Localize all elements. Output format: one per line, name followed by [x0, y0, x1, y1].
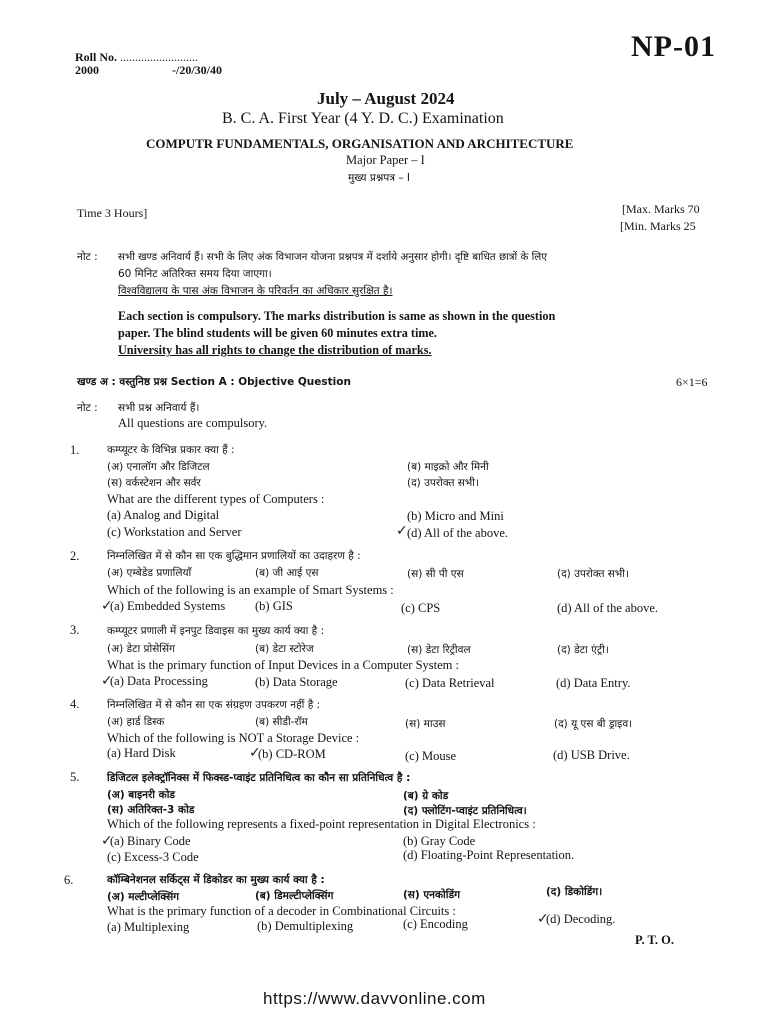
option-en: (d) Decoding. — [546, 912, 616, 926]
pen-tick-mark: ✓ — [101, 673, 113, 689]
option-en: (c) CPS — [401, 601, 441, 615]
question-number: 6. — [64, 873, 74, 887]
time-label: Time 3 Hours] — [77, 206, 148, 220]
question-text-hi: निम्नलिखित में से कौन सा एक बुद्धिमान प्रणालियों का उदाहरण है : — [107, 550, 361, 562]
option-hi: (द) डेटा एंट्री। — [557, 644, 609, 656]
section-note-hi: सभी प्रश्न अनिवार्य हैं। — [118, 402, 200, 414]
note-en-line1: Each section is compulsory. The marks distribution is same as shown in the question — [118, 309, 556, 323]
option-hi: (अ) एम्बेडेड प्रणालियाँ — [107, 567, 192, 579]
option-hi: (स) सी पी एस — [407, 568, 464, 580]
option-en: (b) Micro and Mini — [407, 509, 504, 523]
section-a-heading: खण्ड अ : वस्तुनिष्ठ प्रश्न Section A : Objective Question — [77, 376, 351, 388]
option-en: (a) Data Processing — [110, 674, 208, 688]
max-marks: [Max. Marks 70 — [622, 202, 700, 216]
question-text-hi: कॉम्बिनेशनल सर्किट्स में डिकोडर का मुख्य कार्य क्या है : — [107, 874, 325, 886]
option-en: (b) Gray Code — [403, 834, 476, 848]
exam-session: July – August 2024 — [317, 89, 455, 108]
question-number: 3. — [70, 623, 80, 637]
option-hi: (ब) ग्रे कोड — [403, 790, 449, 802]
question-text-en: Which of the following is NOT a Storage Device : — [107, 731, 360, 745]
fee-code: -/20/30/40 — [172, 63, 222, 77]
question-number: 4. — [70, 697, 80, 711]
option-hi: (ब) डेटा स्टोरेज — [255, 643, 314, 655]
option-hi: (स) एनकोडिंग — [403, 889, 461, 901]
option-hi: (स) डेटा रिट्रीवल — [407, 644, 471, 656]
note-hi-line2: 60 मिनिट अतिरिक्त समय दिया जाएगा। — [118, 268, 272, 280]
option-hi: (अ) बाइनरी कोड — [107, 789, 176, 801]
question-text-hi: डिजिटल इलेक्ट्रॉनिक्स में फिक्स्ड-प्वाइंट प्रतिनिधित्व का कौन सा प्रतिनिधित्व है : — [107, 772, 411, 784]
option-en: (c) Excess-3 Code — [107, 850, 199, 864]
option-hi: (ब) माइक्रो और मिनी — [407, 461, 489, 473]
option-hi: (अ) हार्ड डिस्क — [107, 716, 165, 728]
pen-tick-mark: ✓ — [249, 745, 261, 761]
subject-title: COMPUTR FUNDAMENTALS, ORGANISATION AND ARCHITECTURE — [146, 136, 574, 151]
option-en: (d) USB Drive. — [553, 748, 630, 762]
exam-name: B. C. A. First Year (4 Y. D. C.) Examination — [222, 110, 504, 127]
note-hi-line3: विश्वविद्यालय के पास अंक विभाजन के परिवर्तन का अधिकार सुरक्षित है। — [118, 285, 393, 297]
pen-tick-mark: ✓ — [537, 911, 549, 927]
pen-tick-mark: ✓ — [396, 523, 408, 539]
question-text-en: What is the primary function of Input Devices in a Computer System : — [107, 658, 460, 672]
pen-tick-mark: ✓ — [101, 833, 113, 849]
question-text-en: What is the primary function of a decoder in Combinational Circuits : — [107, 904, 456, 918]
option-en: (b) Data Storage — [255, 675, 338, 689]
question-text-en: Which of the following represents a fixed-point representation in Digital Electronics : — [107, 817, 536, 831]
option-hi: (द) फ्लोटिंग-प्वाइंट प्रतिनिधित्व। — [403, 805, 527, 817]
section-a-marks: 6×1=6 — [676, 375, 708, 389]
option-hi: (द) डिकोडिंग। — [546, 886, 603, 898]
please-turn-over: P. T. O. — [635, 933, 675, 947]
option-hi: (स) वर्कस्टेशन और सर्वर — [107, 477, 201, 489]
section-note-en: All questions are compulsory. — [118, 416, 268, 430]
option-en: (b) CD-ROM — [258, 747, 326, 761]
option-hi: (स) अतिरिक्त-3 कोड — [107, 804, 195, 816]
option-en: (a) Embedded Systems — [110, 599, 226, 613]
question-number: 1. — [70, 443, 80, 457]
option-en: (a) Binary Code — [110, 834, 191, 848]
option-hi: (ब) जी आई एस — [255, 567, 319, 579]
option-en: (b) GIS — [255, 599, 293, 613]
note-label: नोट : — [77, 251, 98, 263]
option-en: (a) Analog and Digital — [107, 508, 220, 522]
option-hi: (ब) सीडी-रॉम — [255, 716, 308, 728]
min-marks: [Min. Marks 25 — [620, 219, 696, 233]
question-text-hi: निम्नलिखित में से कौन सा एक संग्रहण उपकरण नहीं है : — [107, 699, 321, 711]
option-en: (a) Multiplexing — [107, 920, 190, 934]
roll-number-value: .......................... — [120, 50, 198, 64]
paper-title-en: Major Paper – I — [346, 153, 425, 167]
option-hi: (अ) डेटा प्रोसेसिंग — [107, 643, 176, 655]
option-en: (c) Encoding — [403, 917, 468, 931]
paper-title-hi: मुख्य प्रश्नपत्र – I — [348, 172, 411, 184]
paper-code: NP-01 — [631, 30, 716, 63]
note-en-line3: University has all rights to change the distribution of marks. — [118, 343, 432, 357]
pen-tick-mark: ✓ — [101, 598, 113, 614]
roll-number-label: Roll No. .......................... — [75, 50, 198, 64]
option-en: (c) Data Retrieval — [405, 676, 495, 690]
section-note-label: नोट : — [77, 402, 98, 414]
option-hi: (अ) एनालॉग और डिजिटल — [107, 461, 210, 473]
question-text-hi: कम्प्यूटर प्रणाली में इनपुट डिवाइस का मुख्य कार्य क्या है : — [107, 625, 325, 637]
option-en: (d) All of the above. — [557, 601, 659, 615]
option-hi: (द) उपरोक्त सभी। — [557, 568, 629, 580]
series-code: 2000 — [75, 63, 99, 77]
option-hi: (ब) डिमल्टीप्लेक्सिंग — [255, 890, 334, 902]
question-text-en: Which of the following is an example of Smart Systems : — [107, 583, 394, 597]
option-hi: (अ) मल्टीप्लेक्सिंग — [107, 891, 180, 903]
option-hi: (द) यू एस बी ड्राइव। — [554, 718, 633, 730]
option-en: (c) Mouse — [405, 749, 457, 763]
option-en: (a) Hard Disk — [107, 746, 176, 760]
question-text-hi: कम्प्यूटर के विभिन्न प्रकार क्या हैं : — [107, 444, 235, 456]
question-number: 2. — [70, 549, 80, 563]
option-en: (d) All of the above. — [407, 526, 509, 540]
question-text-en: What are the different types of Computers : — [107, 492, 325, 506]
option-en: (d) Data Entry. — [556, 676, 631, 690]
question-number: 5. — [70, 770, 80, 784]
option-hi: (द) उपरोक्त सभी। — [407, 477, 479, 489]
note-en-line2: paper. The blind students will be given 60 minutes extra time. — [118, 326, 437, 340]
option-en: (d) Floating-Point Representation. — [403, 848, 575, 862]
option-en: (b) Demultiplexing — [257, 919, 354, 933]
note-hi-line1: सभी खण्ड अनिवार्य हैं। सभी के लिए अंक विभाजन योजना प्रश्नपत्र में दर्शाये अनुसार होगी। दृष्टि बाधित छात्रों के लिए — [118, 251, 547, 263]
option-en: (c) Workstation and Server — [107, 525, 242, 539]
option-hi: (स) माउस — [405, 718, 446, 730]
footer-website-url[interactable]: https://www.davvonline.com — [263, 989, 486, 1008]
